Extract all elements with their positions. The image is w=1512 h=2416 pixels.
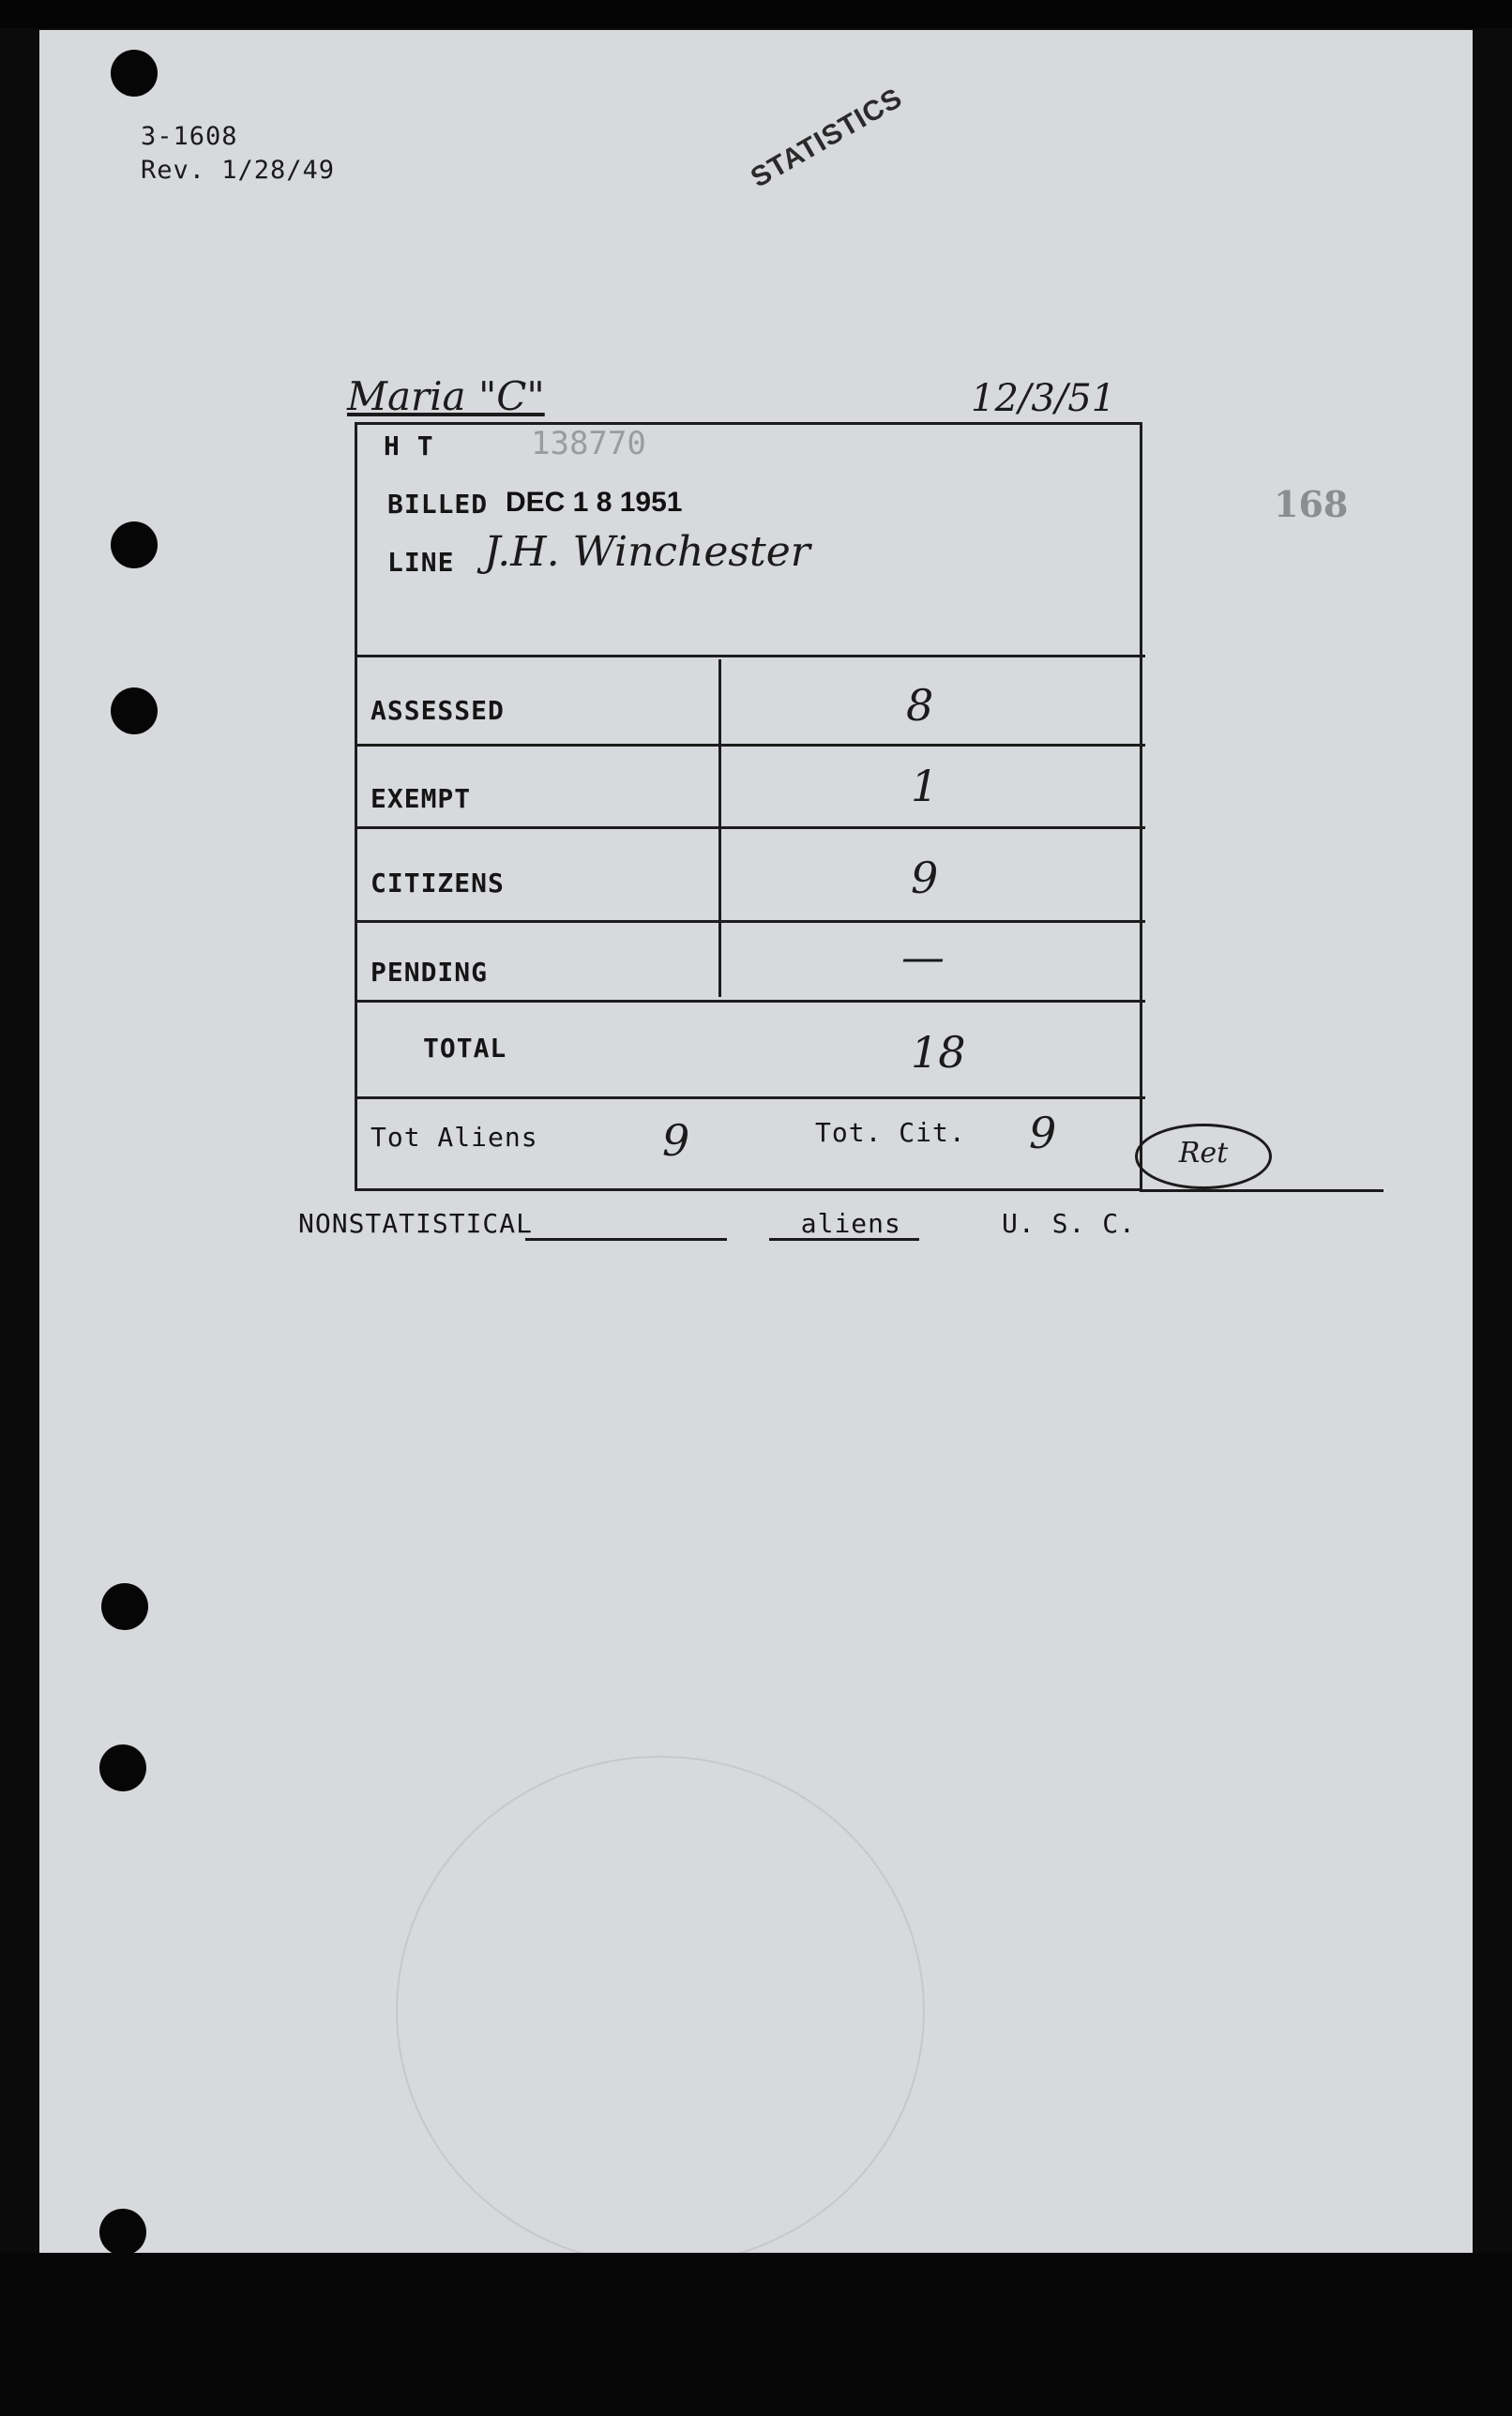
punch-hole bbox=[99, 1744, 146, 1791]
row-value-assessed: 8 bbox=[906, 680, 934, 731]
ht-label: H T bbox=[384, 430, 434, 461]
ship-name: Maria "C" bbox=[347, 373, 545, 419]
divider bbox=[357, 826, 1145, 829]
column-divider bbox=[718, 659, 721, 997]
line-label: LINE bbox=[387, 547, 455, 578]
row-label-pending: PENDING bbox=[370, 957, 489, 988]
watermark-seal bbox=[396, 1756, 925, 2266]
punch-hole bbox=[111, 687, 158, 734]
total-value: 18 bbox=[911, 1027, 966, 1078]
line-value: J.H. Winchester bbox=[484, 528, 810, 576]
nonstatistical-usc-label: U. S. C. bbox=[1002, 1208, 1136, 1239]
scan-border-bottom bbox=[0, 2253, 1512, 2416]
tot-cit-value: 9 bbox=[1029, 1108, 1057, 1158]
punch-hole bbox=[101, 1583, 148, 1630]
form-number: 3-1608 bbox=[141, 122, 238, 151]
nonstatistical-aliens-blank bbox=[533, 1208, 801, 1239]
handwritten-date: 12/3/51 bbox=[971, 377, 1116, 420]
form-identifier bbox=[141, 120, 335, 188]
aliens-blank-line bbox=[525, 1238, 727, 1241]
nonstatistical-usc-blank bbox=[901, 1208, 1002, 1239]
divider bbox=[357, 1096, 1145, 1099]
row-label-assessed: ASSESSED bbox=[370, 695, 505, 726]
nonstatistical-line bbox=[298, 1208, 1136, 1239]
scan-border-top bbox=[0, 0, 1512, 28]
punch-hole bbox=[111, 50, 158, 97]
billed-date-stamp: DEC 1 8 1951 bbox=[506, 487, 683, 518]
total-label: TOTAL bbox=[423, 1033, 507, 1064]
billed-label: BILLED bbox=[387, 489, 489, 520]
form-revision: Rev. 1/28/49 bbox=[141, 156, 336, 185]
nonstatistical-aliens-label: aliens bbox=[800, 1208, 901, 1239]
nonstatistical-label: NONSTATISTICAL bbox=[298, 1208, 534, 1239]
tot-cit-label: Tot. Cit. bbox=[815, 1117, 966, 1148]
punch-hole bbox=[111, 521, 158, 568]
statistics-form-box bbox=[355, 422, 1142, 1191]
statistics-stamp: STATISTICS bbox=[746, 82, 908, 194]
divider bbox=[357, 744, 1145, 747]
row-label-exempt: EXEMPT bbox=[370, 783, 472, 814]
row-value-pending: — bbox=[901, 931, 945, 982]
row-value-citizens: 9 bbox=[911, 853, 939, 903]
divider bbox=[357, 920, 1145, 923]
reviewer-initials: Ret bbox=[1135, 1124, 1272, 1189]
divider bbox=[357, 1000, 1145, 1003]
page-number: 168 bbox=[1274, 483, 1349, 525]
row-label-citizens: CITIZENS bbox=[370, 868, 505, 898]
initials-underline bbox=[1140, 1189, 1383, 1192]
divider bbox=[357, 655, 1145, 657]
tot-aliens-value: 9 bbox=[662, 1115, 690, 1166]
tot-aliens-label: Tot Aliens bbox=[370, 1122, 538, 1153]
punch-hole bbox=[99, 2209, 146, 2256]
usc-blank-line bbox=[769, 1238, 919, 1241]
row-value-exempt: 1 bbox=[911, 761, 939, 811]
ht-value: 138770 bbox=[531, 425, 646, 462]
